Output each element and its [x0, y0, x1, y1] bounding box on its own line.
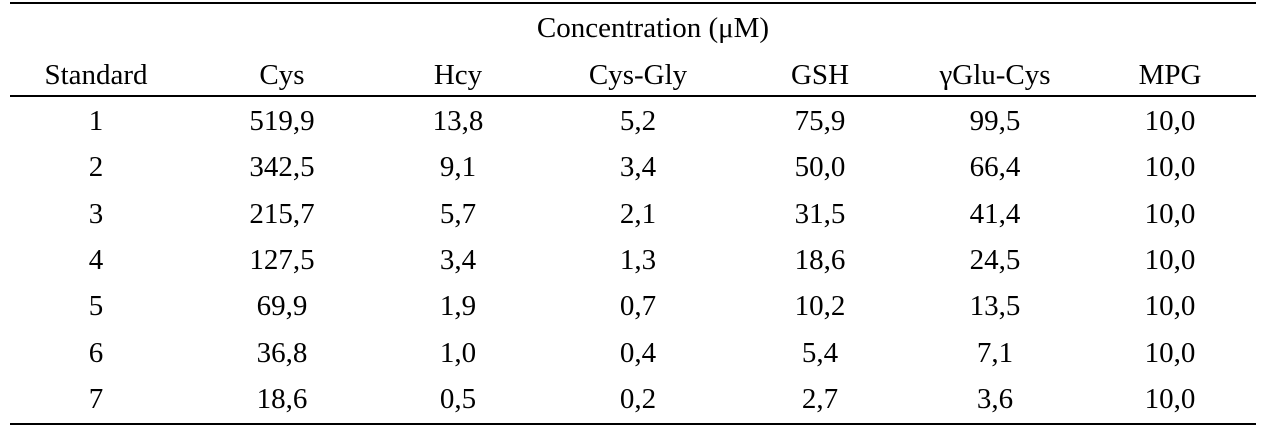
cell-standard: 6: [88, 336, 104, 369]
cell-gglu-cys: 99,5: [969, 105, 1021, 137]
cell-gsh: 2,7: [801, 382, 839, 415]
column-header-standard: Standard: [44, 59, 148, 91]
cell-cys: 215,7: [249, 197, 315, 230]
column-header-cys: Cys: [259, 59, 305, 91]
cell-cys-gly: 1,3: [619, 243, 657, 276]
cell-cys-gly: 0,2: [619, 382, 657, 415]
cell-hcy: 9,1: [439, 151, 477, 184]
cell-gsh: 18,6: [794, 243, 846, 276]
table-row: [10, 330, 1256, 376]
cell-gsh: 5,4: [801, 336, 839, 369]
cell-standard: 3: [88, 197, 104, 230]
column-header-cys-gly: Cys-Gly: [588, 59, 688, 91]
column-header-hcy: Hcy: [433, 59, 483, 91]
cell-gglu-cys: 7,1: [976, 336, 1014, 369]
table-row: [10, 237, 1256, 283]
cell-gglu-cys: 13,5: [969, 290, 1021, 323]
table-row: [10, 144, 1256, 190]
cell-gglu-cys: 3,6: [976, 382, 1014, 415]
column-header-mpg: MPG: [1138, 59, 1202, 91]
cell-standard: 7: [88, 382, 104, 415]
cell-cys-gly: 0,4: [619, 336, 657, 369]
column-header-gsh: GSH: [790, 59, 850, 91]
cell-gglu-cys: 41,4: [969, 197, 1021, 230]
cell-mpg: 10,0: [1144, 382, 1196, 415]
table-row: [10, 376, 1256, 422]
concentration-table: [10, 0, 1256, 426]
cell-hcy: 1,0: [439, 336, 477, 369]
column-header-gglu-cys: γGlu-Cys: [939, 59, 1051, 91]
cell-gglu-cys: 24,5: [969, 243, 1021, 276]
table-row: [10, 283, 1256, 329]
cell-mpg: 10,0: [1144, 243, 1196, 276]
cell-cys-gly: 0,7: [619, 290, 657, 323]
cell-standard: 1: [88, 105, 104, 137]
cell-gsh: 50,0: [794, 151, 846, 184]
cell-cys-gly: 3,4: [619, 151, 657, 184]
table-top-rule: [10, 2, 1256, 4]
cell-cys: 69,9: [256, 290, 308, 323]
cell-mpg: 10,0: [1144, 197, 1196, 230]
cell-cys: 36,8: [256, 336, 308, 369]
table-row: [10, 98, 1256, 144]
cell-cys: 519,9: [249, 105, 315, 137]
header-rule: [10, 95, 1256, 97]
cell-hcy: 13,8: [432, 105, 484, 137]
cell-hcy: 0,5: [439, 382, 477, 415]
cell-standard: 4: [88, 243, 104, 276]
cell-gsh: 31,5: [794, 197, 846, 230]
cell-gsh: 10,2: [794, 290, 846, 323]
cell-hcy: 3,4: [439, 243, 477, 276]
table-bottom-rule: [10, 423, 1256, 425]
header-row: [10, 52, 1256, 98]
cell-hcy: 5,7: [439, 197, 477, 230]
cell-cys-gly: 2,1: [619, 197, 657, 230]
cell-cys: 127,5: [249, 243, 315, 276]
cell-standard: 5: [88, 290, 104, 323]
cell-mpg: 10,0: [1144, 151, 1196, 184]
cell-standard: 2: [88, 151, 104, 184]
group-header: Concentration (μM): [536, 12, 770, 44]
table-row: [10, 191, 1256, 237]
cell-hcy: 1,9: [439, 290, 477, 323]
cell-gsh: 75,9: [794, 105, 846, 137]
cell-cys: 18,6: [256, 382, 308, 415]
cell-mpg: 10,0: [1144, 336, 1196, 369]
cell-mpg: 10,0: [1144, 105, 1196, 137]
cell-cys-gly: 5,2: [619, 105, 657, 137]
cell-cys: 342,5: [249, 151, 315, 184]
cell-mpg: 10,0: [1144, 290, 1196, 323]
cell-gglu-cys: 66,4: [969, 151, 1021, 184]
